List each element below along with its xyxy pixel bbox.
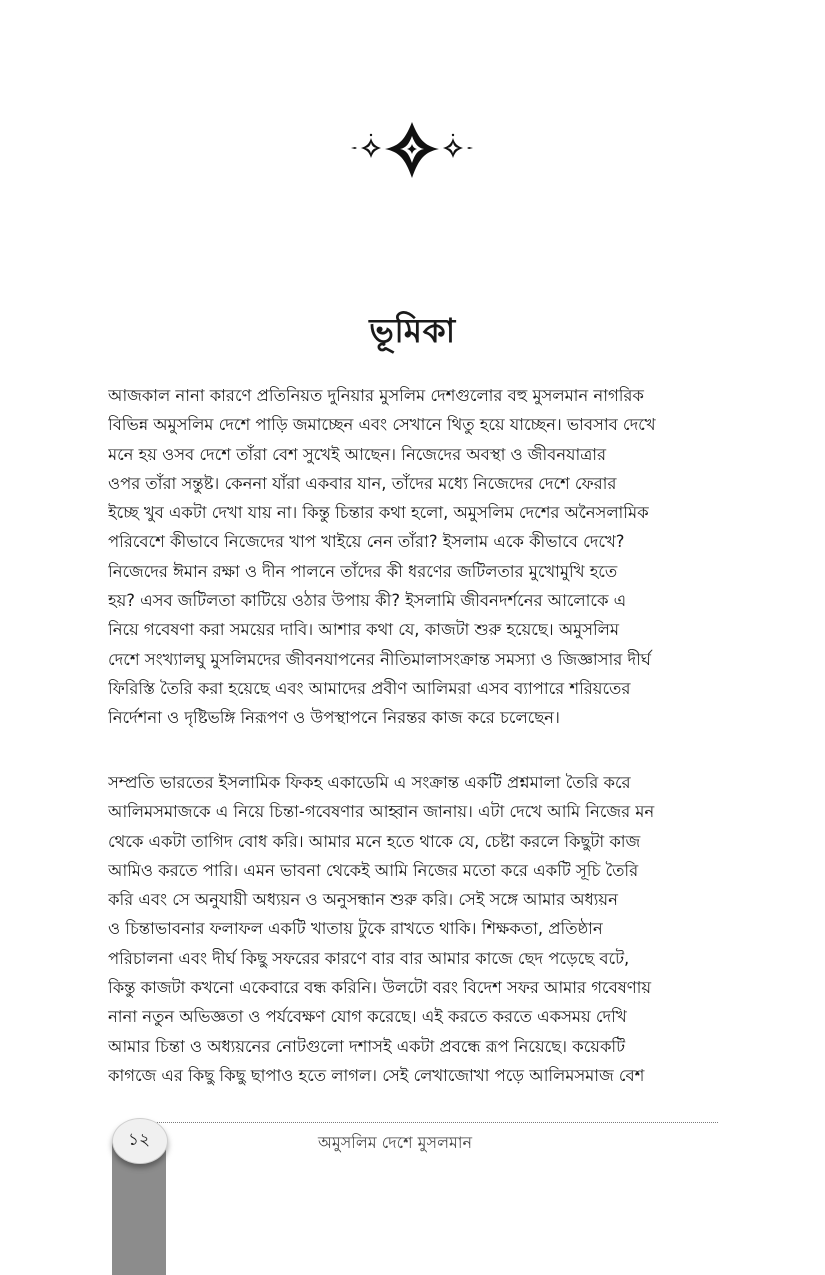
text-line: আমিও করতে পারি। এমন ভাবনা থেকেই আমি নিজের মতো করে একটি সূচি তৈরি — [108, 860, 639, 880]
text-line: বিভিন্ন অমুসলিম দেশে পাড়ি জমাচ্ছেন এবং সেখানে থিতু হয়ে যাচ্ছেন। ভাবসাব দেখে — [108, 415, 656, 435]
text-line: আজকাল নানা কারণে প্রতিনিয়ত দুনিয়ার মুসলিম দেশগুলোর বহু মুসলমান নাগরিক — [108, 386, 644, 405]
text-line: ও চিন্তাভাবনার ফলাফল একটি খাতায় টুকে রাখতে থাকি। শিক্ষকতা, প্রতিষ্ঠান — [108, 919, 603, 939]
text-line: পরিচালনা এবং দীর্ঘ কিছু সফরের কারণে বার বার আমার কাজে ছেদ পড়েছে বটে, — [108, 948, 630, 968]
text-line: ওপর তাঁরা সন্তুষ্ট। কেননা যাঁরা একবার যান, তাঁদের মধ্যে নিজেদের দেশে ফেরার — [108, 473, 617, 493]
text-line: নির্দেশনা ও দৃষ্টিভঙ্গি নিরূপণ ও উপস্থাপনে নিরন্তর কাজ করে চলেছেন। — [108, 708, 560, 728]
four-point-stars-icon — [345, 118, 479, 182]
text-line: কিন্তু কাজটা কখনো একেবারে বন্ধ করিনি। উলটো বরং বিদেশ সফর আমার গবেষণায় — [108, 978, 652, 998]
body-text — [108, 381, 718, 1090]
text-line: আমার চিন্তা ও অধ্যয়নের নোটগুলো দশাসই একটা প্রবন্ধে রূপ নিয়েছে। কয়েকটি — [108, 1036, 626, 1056]
text-line: করি এবং সে অনুযায়ী অধ্যয়ন ও অনুসন্ধান শুরু করি। সেই সঙ্গে আমার অধ্যয়ন — [108, 890, 618, 910]
text-line: হয়? এসব জটিলতা কাটিয়ে ওঠার উপায় কী? ইসলামি জীবনদর্শনের আলোকে এ — [108, 591, 627, 611]
text-line: কাগজে এর কিছু কিছু ছাপাও হতে লাগল। সেই লেখাজোখা পড়ে আলিমসমাজ বেশ — [108, 1065, 645, 1085]
text-line: নিয়ে গবেষণা করা সময়ের দাবি। আশার কথা যে, কাজটা শুরু হয়েছে। অমুসলিম — [108, 620, 619, 640]
page-number: ১২ — [127, 1130, 151, 1150]
text-line: দেশে সংখ্যালঘু মুসলিমদের জীবনযাপনের নীতিমালাসংক্রান্ত সমস্যা ও জিজ্ঞাসার দীর্ঘ — [108, 649, 651, 669]
text-line: থেকে একটা তাগিদ বোধ করি। আমার মনে হতে থাকে যে, চেষ্টা করলে কিছুটা কাজ — [108, 831, 641, 851]
text-line: নানা নতুন অভিজ্ঞতা ও পর্যবেক্ষণ যোগ করেছে। এই করতে করতে একসময় দেখি — [108, 1007, 627, 1027]
text-line: সম্প্রতি ভারতের ইসলামিক ফিকহ একাডেমি এ সংক্রান্ত একটি প্রশ্নমালা তৈরি করে — [108, 773, 631, 792]
text-line: আলিমসমাজকে এ নিয়ে চিন্তা-গবেষণার আহ্বান জানায়। এটা দেখে আমি নিজের মন — [108, 802, 655, 822]
chapter-title: ভূমিকা — [369, 311, 456, 350]
footer-divider — [150, 1122, 718, 1123]
text-line: ফিরিস্তি তৈরি করা হয়েছে এবং আমাদের প্রবীণ আলিমরা এসব ব্যাপারে শরিয়তের — [108, 678, 631, 698]
running-title: অমুসলিম দেশে মুসলমান — [318, 1133, 473, 1152]
text-line: নিজেদের ঈমান রক্ষা ও দীন পালনে তাঁদের কী ধরণের জটিলতার মুখোমুখি হতে — [108, 561, 618, 581]
text-line: ইচ্ছে খুব একটা দেখা যায় না। কিন্তু চিন্তার কথা হলো, অমুসলিম দেশের অনৈসলামিক — [108, 503, 649, 523]
text-line: পরিবেশে কীভাবে নিজেদের খাপ খাইয়ে নেন তাঁরা? ইসলাম একে কীভাবে দেখে? — [108, 532, 625, 552]
paragraph — [108, 381, 718, 761]
text-line: মনে হয় ওসব দেশে তাঁরা বেশ সুখেই আছেন। নিজেদের অবস্থা ও জীবনযাত্রার — [108, 444, 607, 464]
paragraph — [108, 768, 718, 1090]
